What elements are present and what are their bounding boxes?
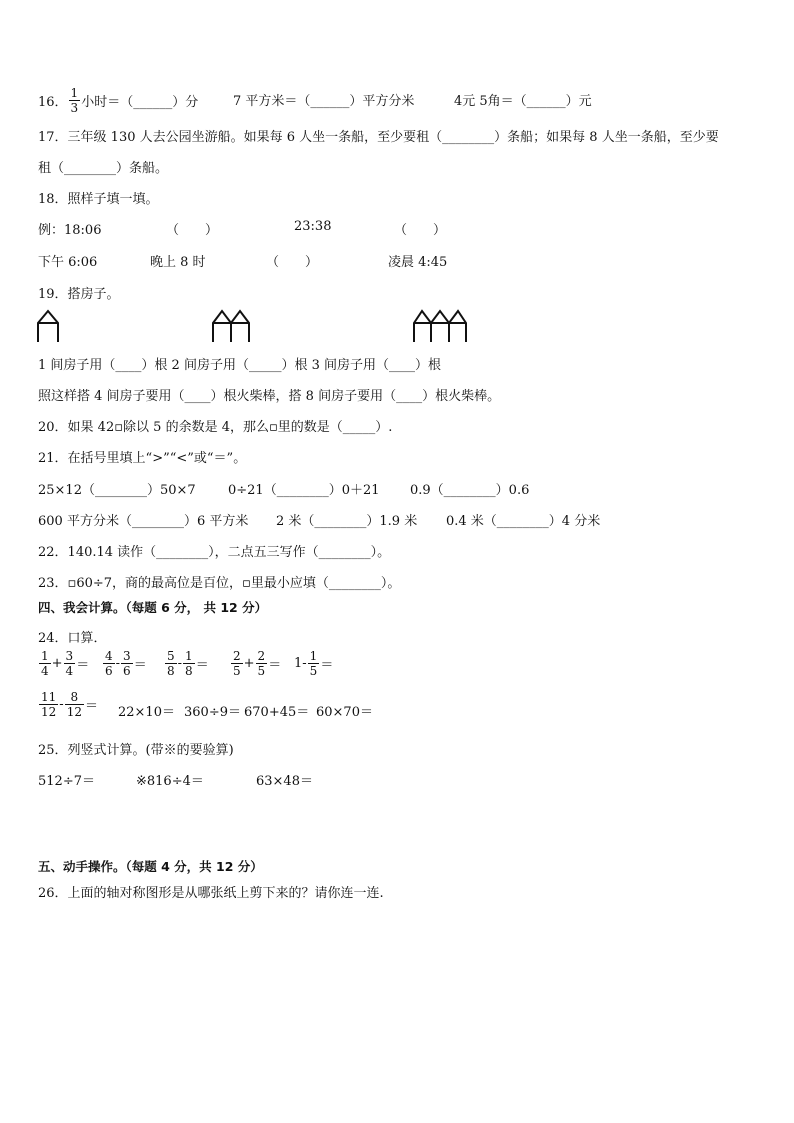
q24-expr-5: 1- $\frac{1}{5}$ ＝ <box>294 649 334 678</box>
question-23: 23．▫60÷7，商的最高位是百位，▫里最小应填（________）。 <box>38 576 401 591</box>
section-4-heading: 四、我会计算。（每题 6 分， 共 12 分） <box>38 600 268 615</box>
q18-example-blank: （ ） <box>166 223 219 238</box>
question-19-title: 19．搭房子。 <box>38 287 120 302</box>
one-house-matchstick-figure <box>36 309 60 343</box>
q16-fraction: $\frac{1}{3}$ <box>70 86 79 115</box>
q25-item-512div7: 512÷7＝ <box>38 774 95 789</box>
q18-afternoon: 下午 6:06 <box>38 255 98 270</box>
q16-part-a: 小时＝（______）分 <box>81 95 199 110</box>
q24-calc-22x10: 22×10＝ <box>118 705 175 720</box>
q18-time-2338: 23:38 <box>294 219 332 234</box>
question-26: 26．上面的轴对称图形是从哪张纸上剪下来的？请你连一连. <box>38 886 384 901</box>
q24-expr-4: $\frac{2}{5}$ + $\frac{2}{5}$ ＝ <box>233 649 282 678</box>
q24-fraction-row <box>38 650 378 686</box>
question-22: 22．140.14 读作（________），二点五三写作（________）。 <box>38 545 391 560</box>
q25-item-63x48: 63×48＝ <box>256 774 313 789</box>
question-17-line1: 17．三年级 130 人去公园坐游船。如果每 6 人坐一条船，至少要租（________）条船；如果每 8 人坐一条船，至少要 <box>38 130 719 145</box>
q18-blank-2338: （ ） <box>394 223 447 238</box>
q16-number: 16． <box>38 95 68 110</box>
q24-second-row <box>38 691 398 727</box>
q18-evening: 晚上 8 时 <box>150 255 206 270</box>
question-24-title: 24．口算． <box>38 631 107 646</box>
question-19-row1: 1 间房子用（____）根 2 间房子用（_____）根 3 间房子用（____）根 <box>38 358 441 373</box>
q21-compare-4: 600 平方分米（________）6 平方米 <box>38 514 249 529</box>
two-houses-matchstick-figure <box>211 309 251 343</box>
q21-compare-2: 0÷21（________）0＋21 <box>228 483 380 498</box>
q16-part-b: 7 平方米＝（______）平方分米 <box>233 94 415 109</box>
question-21-title: 21．在括号里填上“>”“<”或“＝”。 <box>38 451 247 466</box>
q24-calc-360div9: 360÷9＝ <box>184 705 241 720</box>
q16-part-c: 4元 5角＝（______）元 <box>454 94 592 109</box>
q24-expr-3: $\frac{5}{8}$ - $\frac{1}{8}$ ＝ <box>167 649 209 678</box>
q21-compare-6: 0.4 米（________）4 分米 <box>446 514 601 529</box>
section-5-heading: 五、动手操作。（每题 4 分，共 12 分） <box>38 859 263 874</box>
q24-expr-1: $\frac{1}{4}$ + $\frac{3}{4}$ ＝ <box>41 649 90 678</box>
question-19-row2: 照这样搭 4 间房子要用（____）根火柴棒，搭 8 间房子要用（____）根火柴棒。 <box>38 389 501 404</box>
question-18-title: 18．照样子填一填。 <box>38 192 159 207</box>
question-17-line2: 租（________）条船。 <box>38 161 169 176</box>
q18-blank-row2: （ ） <box>266 255 319 270</box>
three-houses-matchstick-figure <box>412 309 468 343</box>
q24-calc-670plus45: 670+45＝ <box>244 705 310 720</box>
q25-item-816div4: ※816÷4＝ <box>136 774 204 789</box>
q21-compare-5: 2 米（________）1.9 米 <box>276 514 418 529</box>
q18-early-morning: 凌晨 4:45 <box>388 255 448 270</box>
q24-expr-6: $\frac{11}{12}$ - $\frac{8}{12}$ ＝ <box>41 690 98 719</box>
q24-expr-2: $\frac{4}{6}$ - $\frac{3}{6}$ ＝ <box>105 649 147 678</box>
q21-compare-1: 25×12（________）50×7 <box>38 483 196 498</box>
q24-calc-60x70: 60×70＝ <box>316 705 373 720</box>
question-20: 20．如果 42▫除以 5 的余数是 4，那么▫里的数是（_____）. <box>38 420 393 435</box>
q18-example-time: 例：18:06 <box>38 223 102 238</box>
q21-compare-3: 0.9（________）0.6 <box>410 483 530 498</box>
question-25-title: 25．列竖式计算。(带※的要验算) <box>38 743 234 758</box>
